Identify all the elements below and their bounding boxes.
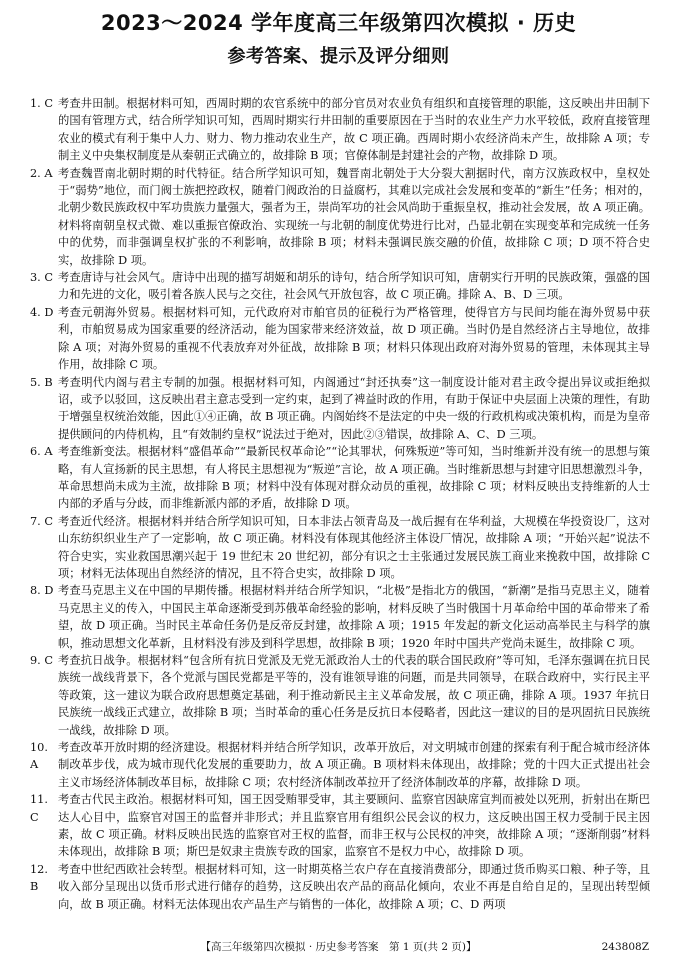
answer-explanation: 考查明代内阁与君主专制的加强。根据材料可知，内阁通过“封还执奏”这一制度设计能对君主政令提出异议或拒绝拟诏，或予以驳回，这反映出君主意志受到一定约束，起到了裨益时政的作用，有助于保证中央层面上决策的理性，有助于增强皇权统治效能，因此①④正确，故 B 项正确。内阁始终不是法定的中央一级的行政机构或决策机构，而是为皇帝提供顾问的内侍机构，且“有效制约皇权”说法过于绝对，因此②③错误，故排除 A、C、D 三项。 [58,375,650,441]
answer-number: 9. C [30,654,54,667]
answer-number: 1. C [30,97,54,110]
answer-explanation: 考查古代民主政治。根据材料可知，国王因受贿罪受审，其主要顾问、监察官因缺席宣判而被处以死刑，折射出在斯巴达人心目中，监察官对国王的监督并非形式；并且监察官用有组织公民会议的权力，这反映出国王权力受制于民主因素，故 C 项正确。材料反映出民选的监察官对王权的监督，而非王权与公民权的冲突，故排除 A 项；“逐渐削弱”材料未体现出，故排除 B 项；斯巴是奴隶主贵族专政的国家，监察官不是权力中心，故排除 D 项。 [58,793,650,859]
page-footer [0,937,677,957]
answer-explanation: 考查魏晋南北朝时期的时代特征。结合所学知识可知，魏晋南北朝处于大分裂大割据时代，南方汉族政权中，皇权处于“弱势”地位，而门阀士族把控政权，随着门阀政治的日益腐朽，其难以完成社会发展和变革的“新生”任务；相对的，北朝少数民族政权中军功贵族力量强大，强者为王，崇尚军功的社会风尚助于重振皇权，推动社会发展，故 A 项正确。材料将南朝皇权式微、难以重振官僚政治、实现统一与北朝的制度优势进行比对，凸显北朝在实现变革和完成统一任务中的优势，而非强调皇权扩张的不利影响，故排除 B 项；材料未强调民族交融的价值，故排除 C 项；D 项不符合史实，故排除 D 项。 [58,166,650,267]
footer-page-info: 【高三年级第四次模拟 · 历史参考答案 第 1 页(共 2 页)】 [200,941,477,953]
page-subtitle: 参考答案、提示及评分细则 [227,46,450,67]
answer-item-11 [30,791,650,861]
answer-item-5 [30,374,650,444]
footer-doc-code: 243808Z [601,941,649,953]
answer-number: 8. D [30,584,54,598]
answer-number: 3. C [30,271,54,285]
answer-number: 12. B [30,862,48,894]
answer-number: 2. A [30,166,53,180]
answer-explanation: 考查唐诗与社会风气。唐诗中出现的描写胡姬和胡乐的诗句，结合所学知识可知，唐朝实行开明的民族政策，强盛的国力和先进的文化，吸引着各族人民与之交往，社会风气开放包容，故 C 项正确。排除 A、B、D 三项。 [58,271,650,302]
answer-item-1 [30,95,650,165]
answer-explanation: 考查维新变法。根据材料“盛倡革命”“最新民权革命论”“论其罪状，何殊叛逆”等可知，当时维新并没有统一的思想与策略，有人宣扬新的民主思想，有人将民主思想视为“叛逆”言论，故 A 项正确。当时维新思想与封建守旧思想激烈斗争，革命思想尚未成为主流，故排除 B 项；材料中没有体现对群众动员的重视，故排除 C 项；材料反映出支持维新的人士内部的矛盾与分歧，而非维新派内部的矛盾，故排除 D 项。 [58,445,650,511]
answer-item-7 [30,513,650,583]
answer-number: 6. A [30,445,53,459]
answer-explanation: 考查马克思主义在中国的早期传播。根据材料并结合所学知识，“北极”是指北方的俄国，“新潮”是指马克思主义，随着马克思主义的传入，中国民主革命逐渐受到苏俄革命经验的影响，材料反映了当时俄国十月革命给中国的革命带来了希望，故 D 项正确。当时民主革命任务仍是反帝反封建，故排除 A 项；1915 年发起的新文化运动高举民主与科学的旗帜，推动思想文化革新，且材料没有涉及到科学思想，故排除 B 项；1920 年时中国共产党尚未诞生，故排除 C 项。 [58,584,650,650]
answer-number: 11. C [30,793,48,824]
answer-explanation: 考查元朝海外贸易。根据材料可知，元代政府对市舶官员的征税行为严格管理，使得官方与民间均能在海外贸易中获利，市舶贸易成为国家重要的经济活动，能为国家带来经济效益，故 D 项正确。当时仍是自然经济占主导地位，故排除 A 项；对海外贸易的重视不代表放弃对外征战，故排除 B 项；材料只体现出政府对海外贸易的管理，未体现其主导作用，故排除 C 项。 [58,305,650,372]
answer-number: 7. C [30,514,54,528]
answer-item-2 [30,165,650,269]
answer-explanation: 考查抗日战争。根据材料“包含所有抗日党派及无党无派政治人士的代表的联合国民政府”等可知，毛泽东强调在抗日民族统一战线背景下，各个党派与国民党都是平等的，没有谁领导谁的问题，而是共同领导，在联合政府中，实行民主平等政策，这一建议为联合政府思想奠定基础，利于推动新民主主义革命发展，故 C 项正确，排除 A 项。1937 年抗日民族统一战线正式建立，故排除 B 项；当时革命的重心任务是反抗日本侵略者，因此这一建议的目的是巩固抗日民族统一战线，故排除 D 项。 [58,654,650,737]
answer-number: 4. D [30,305,54,319]
answer-number: 10. A [30,741,48,772]
answer-list [30,95,650,931]
answer-item-12 [30,861,650,913]
answer-item-3 [30,269,650,304]
answer-item-6 [30,443,650,513]
answer-item-10 [30,739,650,791]
answer-explanation: 考查改革开放时期的经济建设。根据材料并结合所学知识，改革开放后，对文明城市创建的探索有利于配合城市经济体制改革步伐，成为城市现代化发展的重要助力，故 A 项正确。B 项材料未体现出，故排除；党的十四大正式提出社会主义市场经济体制改革目标，故排除 C 项；农村经济体制改革拉开了经济体制改革的序幕，故排除 D 项。 [58,741,650,789]
answer-item-9 [30,652,650,739]
page-title: 2023～2024 学年度高三年级第四次模拟 · 历史 [100,11,577,35]
answer-explanation: 考查近代经济。根据材料并结合所学知识可知，日本非法占领青岛及一战后握有在华利益，大规模在华投资设厂，这对山东纺织织业生产了一定影响，故 C 项正确。材料没有体现其他经济主体设厂情况，故排除 A 项；“开始兴起”说法不符合史实，实业救国思潮兴起于 19 世纪末 20 世纪初，部分有识之士主张通过发展民族工商业来挽救中国，故排除 C 项；材料无法体现出自然经济的情况，且不符合史实，故排除 D 项。 [58,514,650,580]
answer-item-8 [30,582,650,652]
answer-explanation: 考查中世纪西欧社会转型。根据材料可知，这一时期英格兰农户存在直接消费部分，即通过货币购买口粮、种子等，且收入部分呈现出以货币形式进行储存的趋势，这反映出农产品的商品化倾向，农业不再是自给自足的，呈现出转型倾向，故 B 项正确。材料无法体现出农产品生产与销售的一体化，故排除 A 项；C、D 两项 [58,862,650,911]
answer-item-4 [30,304,650,374]
answer-explanation: 考查井田制。根据材料可知，西周时期的农官系统中的部分官员对农业负有组织和直接管理的职能，这反映出井田制下的国有管理方式，结合所学知识可知，西周时期实行井田制的重要原因在于当时的农业生产力水平较低，政府直接管理农业的模式有利于集中人力、财力、物力推动农业生产，故 C 项正确。西周时期小农经济尚未产生，故排除 A 项；专制主义中央集权制度是从秦朝正式确立的，故排除 B 项；官僚体制是封建社会的产物，故排除 D 项。 [58,97,650,163]
answer-number: 5. B [30,375,53,389]
